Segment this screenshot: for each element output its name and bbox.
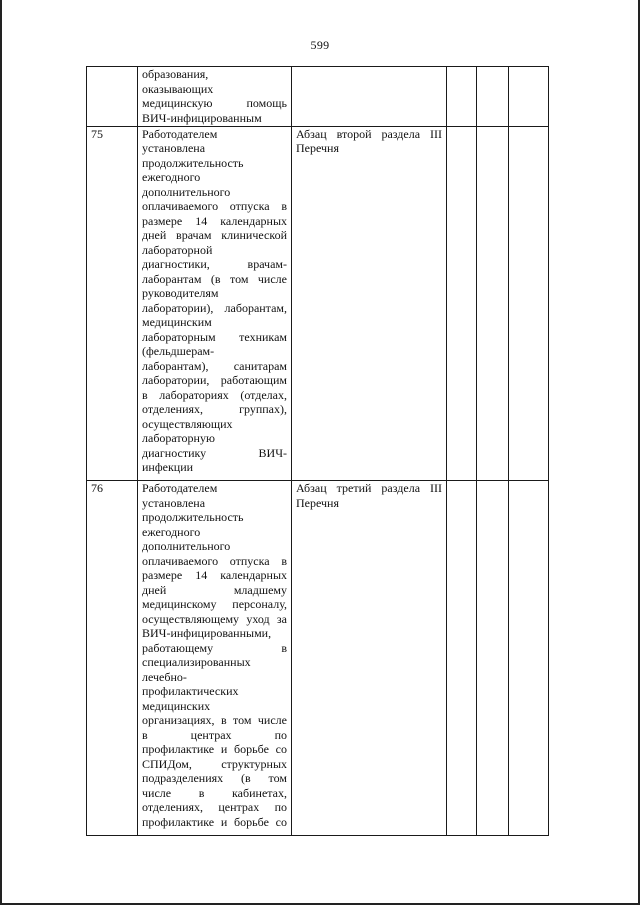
requirement-text-line: лаборатории), лаборантам,	[142, 300, 287, 315]
requirement-text-line: образования,	[142, 67, 209, 81]
requirement-text-line: организациях, в том числе	[142, 713, 287, 728]
scan-edge-left	[0, 0, 2, 905]
requirement-text-line: медицинских	[142, 698, 211, 713]
requirement-text-line: лабораторную	[142, 431, 215, 446]
requirement-text-line: диагностику ВИЧ-	[142, 445, 287, 460]
requirement-text-line: дней младшему	[142, 582, 287, 597]
requirement-text-line: числе в кабинетах,	[142, 785, 287, 800]
requirement-text-line: ежегодного	[142, 170, 201, 185]
requirement-text-line: установлена	[142, 495, 206, 510]
source-reference-cell	[292, 126, 447, 481]
requirement-text-line: руководителям	[142, 286, 219, 301]
row-number-cell	[87, 481, 138, 836]
requirement-text-line: профилактике и борьбе со	[142, 814, 287, 829]
requirement-text-line: лаборантам), санитарам	[142, 358, 287, 373]
source-reference-cell	[292, 481, 447, 836]
requirement-cell	[138, 67, 292, 127]
requirement-text-line: осуществляющему уход за	[142, 611, 287, 626]
source-reference-line: Абзац третий раздела III	[296, 481, 442, 496]
requirement-text-line: работающему в	[142, 640, 287, 655]
empty-cell-1	[447, 67, 477, 127]
requirement-text-line: инфекции	[142, 460, 194, 475]
requirement-text-line: диагностики, врачам-	[142, 257, 287, 272]
requirement-text-line: лечебно-	[142, 669, 187, 684]
page-number: 599	[310, 38, 330, 52]
requirement-cell	[138, 126, 292, 481]
requirement-text-line: оплачиваемого отпуска в	[142, 553, 287, 568]
requirement-text-line: лаборатории, работающим	[142, 373, 287, 388]
requirement-text-line: (фельдшерам-	[142, 344, 215, 359]
requirement-text-line: профилактических	[142, 684, 239, 699]
requirement-text-line: установлена	[142, 141, 206, 156]
requirements-table	[86, 66, 549, 836]
row-number: 76	[91, 481, 103, 496]
requirement-text-line: ВИЧ-инфицированным	[142, 110, 262, 125]
row-number-cell	[87, 126, 138, 481]
requirement-text-line: подразделениях (в том	[142, 771, 287, 786]
requirement-text-line: лаборантам (в том числе	[142, 271, 287, 286]
requirement-cell	[138, 481, 292, 836]
requirement-text-line: дополнительного	[142, 184, 231, 199]
requirement-text-line: отделениях, центрах по	[142, 800, 287, 815]
source-reference-line: Перечня	[296, 495, 339, 510]
requirement-text-line: продолжительность	[142, 510, 244, 525]
empty-cell-3	[509, 126, 549, 481]
requirement-text-line: оказывающих	[142, 81, 214, 96]
requirement-text-line: осуществляющих	[142, 416, 233, 431]
requirement-text-line: ВИЧ-инфицированными,	[142, 626, 272, 641]
requirement-text-line: размере 14 календарных	[142, 568, 287, 583]
requirement-text-line: СПИДом, структурных	[142, 756, 287, 771]
requirement-text-line: дней врачам клинической	[142, 228, 287, 243]
requirement-text-line: оплачиваемого отпуска в	[142, 199, 287, 214]
requirement-text-line: медицинскому персоналу,	[142, 597, 287, 612]
requirement-text-line: лабораторной	[142, 242, 213, 257]
empty-cell-1	[447, 481, 477, 836]
source-reference-cell	[292, 67, 447, 127]
requirement-text-line: Работодателем	[142, 126, 218, 141]
requirement-text-line: лабораторным техникам	[142, 329, 287, 344]
requirement-text-line: специализированных	[142, 655, 251, 670]
empty-cell-2	[477, 67, 509, 127]
requirement-text-line: медицинским	[142, 315, 212, 330]
empty-cell-2	[477, 481, 509, 836]
requirement-text-line: в центрах по	[142, 727, 287, 742]
row-number-cell	[87, 67, 138, 127]
requirement-text-line: продолжительность	[142, 155, 244, 170]
requirement-text-line: ежегодного	[142, 524, 201, 539]
requirement-text-line: отделениях, группах),	[142, 402, 287, 417]
empty-cell-3	[509, 67, 549, 127]
requirement-text-line: размере 14 календарных	[142, 213, 287, 228]
requirement-text-line: медицинскую помощь	[142, 96, 287, 110]
requirement-text-line: Работодателем	[142, 481, 218, 496]
requirement-text-line: в лабораториях (отделах,	[142, 387, 287, 402]
source-reference-line: Абзац второй раздела III	[296, 126, 442, 141]
table-row	[87, 126, 549, 481]
empty-cell-3	[509, 481, 549, 836]
requirement-text-line: профилактике и борьбе со	[142, 742, 287, 757]
row-number: 75	[91, 126, 103, 141]
table-row	[87, 481, 549, 836]
empty-cell-2	[477, 126, 509, 481]
empty-cell-1	[447, 126, 477, 481]
requirement-text-line: дополнительного	[142, 539, 231, 554]
table-row	[87, 67, 549, 127]
source-reference-line: Перечня	[296, 141, 339, 156]
